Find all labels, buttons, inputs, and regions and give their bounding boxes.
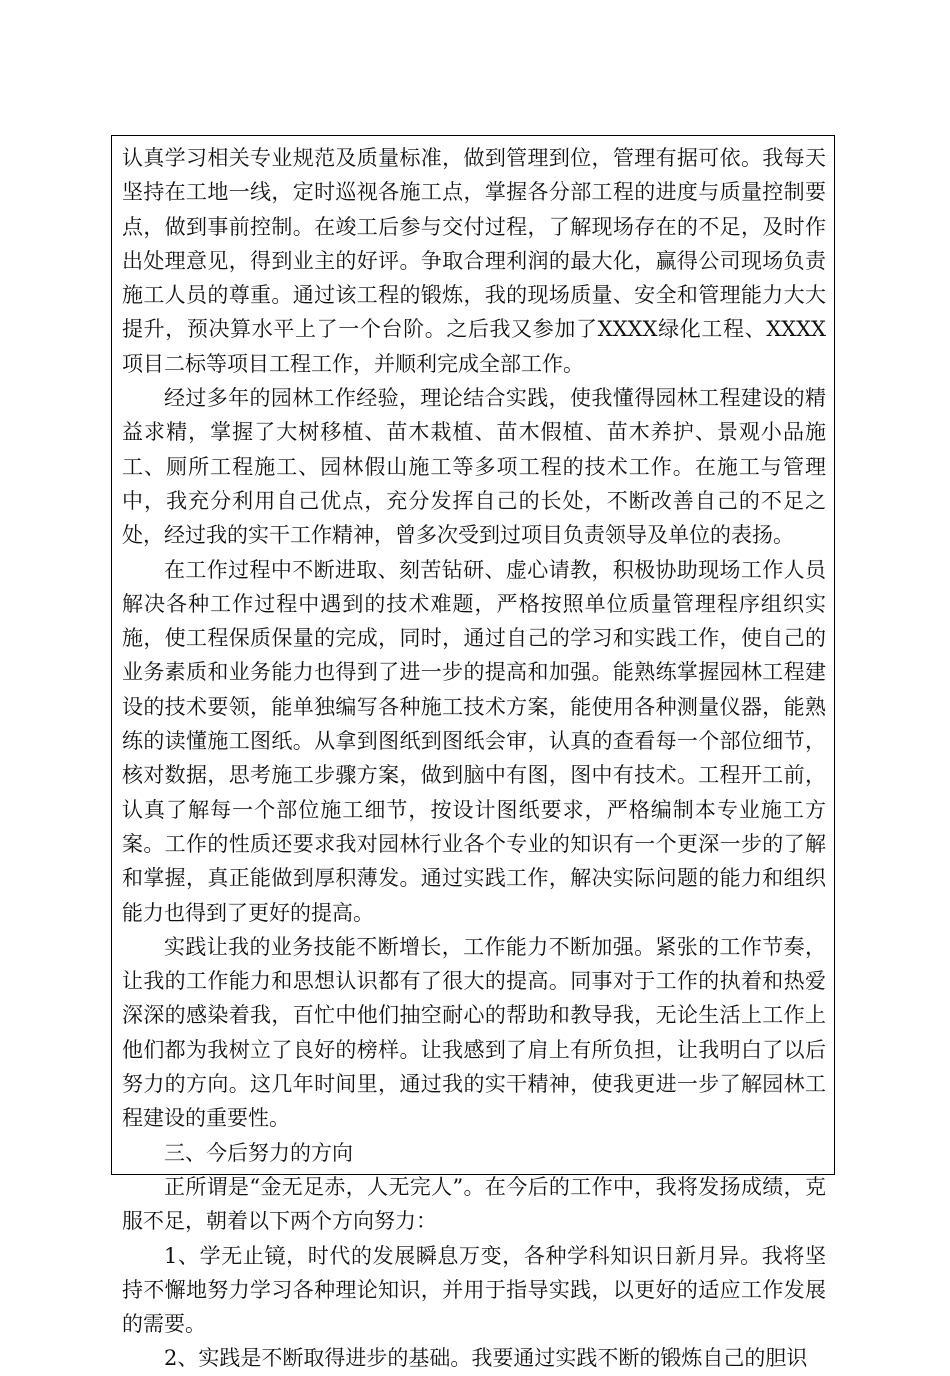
paragraph-continuation: 认真学习相关专业规范及质量标准，做到管理到位，管理有据可依。我每天坚持在工地一线，定时巡视各施工点，掌握各分部工程的进度与质量控制要点，做到事前控制。在竣工后参与交付过程，了解现场存在的不足，及时作出处理意见，得到业主的好评。争取合理利润的最大化，赢得公司现场负责施工人员的尊重。通过该工程的锻炼，我的现场质量、安全和管理能力大大提升，预决算水平上了一个台阶。之后我又参加了XXXX绿化工程、XXXX项目二标等项目工程工作，并顺利完成全部工作。	[122, 146, 826, 376]
document-body	[122, 141, 826, 1376]
paragraph-experience: 经过多年的园林工作经验，理论结合实践，使我懂得园林工程建设的精益求精，掌握了大树移植、苗木栽植、苗木假植、苗木养护、景观小品施工、厕所工程施工、园林假山施工等多项工程的技术工作。在施工与管理中，我充分利用自己优点，充分发挥自己的长处，不断改善自己的不足之处，经过我的实干工作精神，曾多次受到过项目负责领导及单位的表扬。	[122, 386, 826, 548]
paragraph-work-process: 在工作过程中不断进取、刻苦钻研、虚心请教，积极协助现场工作人员解决各种工作过程中遇到的技术难题，严格按照单位质量管理程序组织实施，使工程保质保量的完成，同时，通过自己的学习和实践工作，使自己的业务素质和业务能力也得到了进一步的提高和加强。能熟练掌握园林工程建设的技术要领，能单独编写各种施工技术方案，能使用各种测量仪器，能熟练的读懂施工图纸。从拿到图纸到图纸会审，认真的查看每一个部位细节，核对数据，思考施工步骤方案，做到脑中有图，图中有技术。工程开工前，认真了解每一个部位施工细节，按设计图纸要求，严格编制本专业施工方案。工作的性质还要求我对园林行业各个专业的知识有一个更深一步的了解和掌握，真正能做到厚积薄发。通过实践工作，解决实际问题的能力和组织能力也得到了更好的提高。	[122, 557, 826, 925]
list-item-2: 2、实践是不断取得进步的基础。我要通过实践不断的锻炼自己的胆识	[164, 1346, 808, 1371]
bordered-text-box	[111, 135, 835, 1371]
paragraph-practice: 实践让我的业务技能不断增长，工作能力不断加强。紧张的工作节奏，让我的工作能力和思想认识都有了很大的提高。同事对于工作的执着和热爱深深的感染着我，百忙中他们抽空耐心的帮助和教导我，无论生活上工作上他们都为我树立了良好的榜样。让我感到了肩上有所负担，让我明白了以后努力的方向。这几年时间里，通过我的实干精神，使我更进一步了解园林工程建设的重要性。	[122, 934, 826, 1131]
paragraph-intro-directions: 正所谓是“金无足赤，人无完人”。在今后的工作中，我将发扬成绩，克服不足，朝着以下两个方向努力：	[122, 1174, 826, 1234]
section-heading-future-direction: 三、今后努力的方向	[164, 1140, 353, 1165]
list-item-1: 1、学无止镜，时代的发展瞬息万变，各种学科知识日新月异。我将坚持不懈地努力学习各种理论知识，并用于指导实践，以更好的适应工作发展的需要。	[122, 1243, 826, 1337]
